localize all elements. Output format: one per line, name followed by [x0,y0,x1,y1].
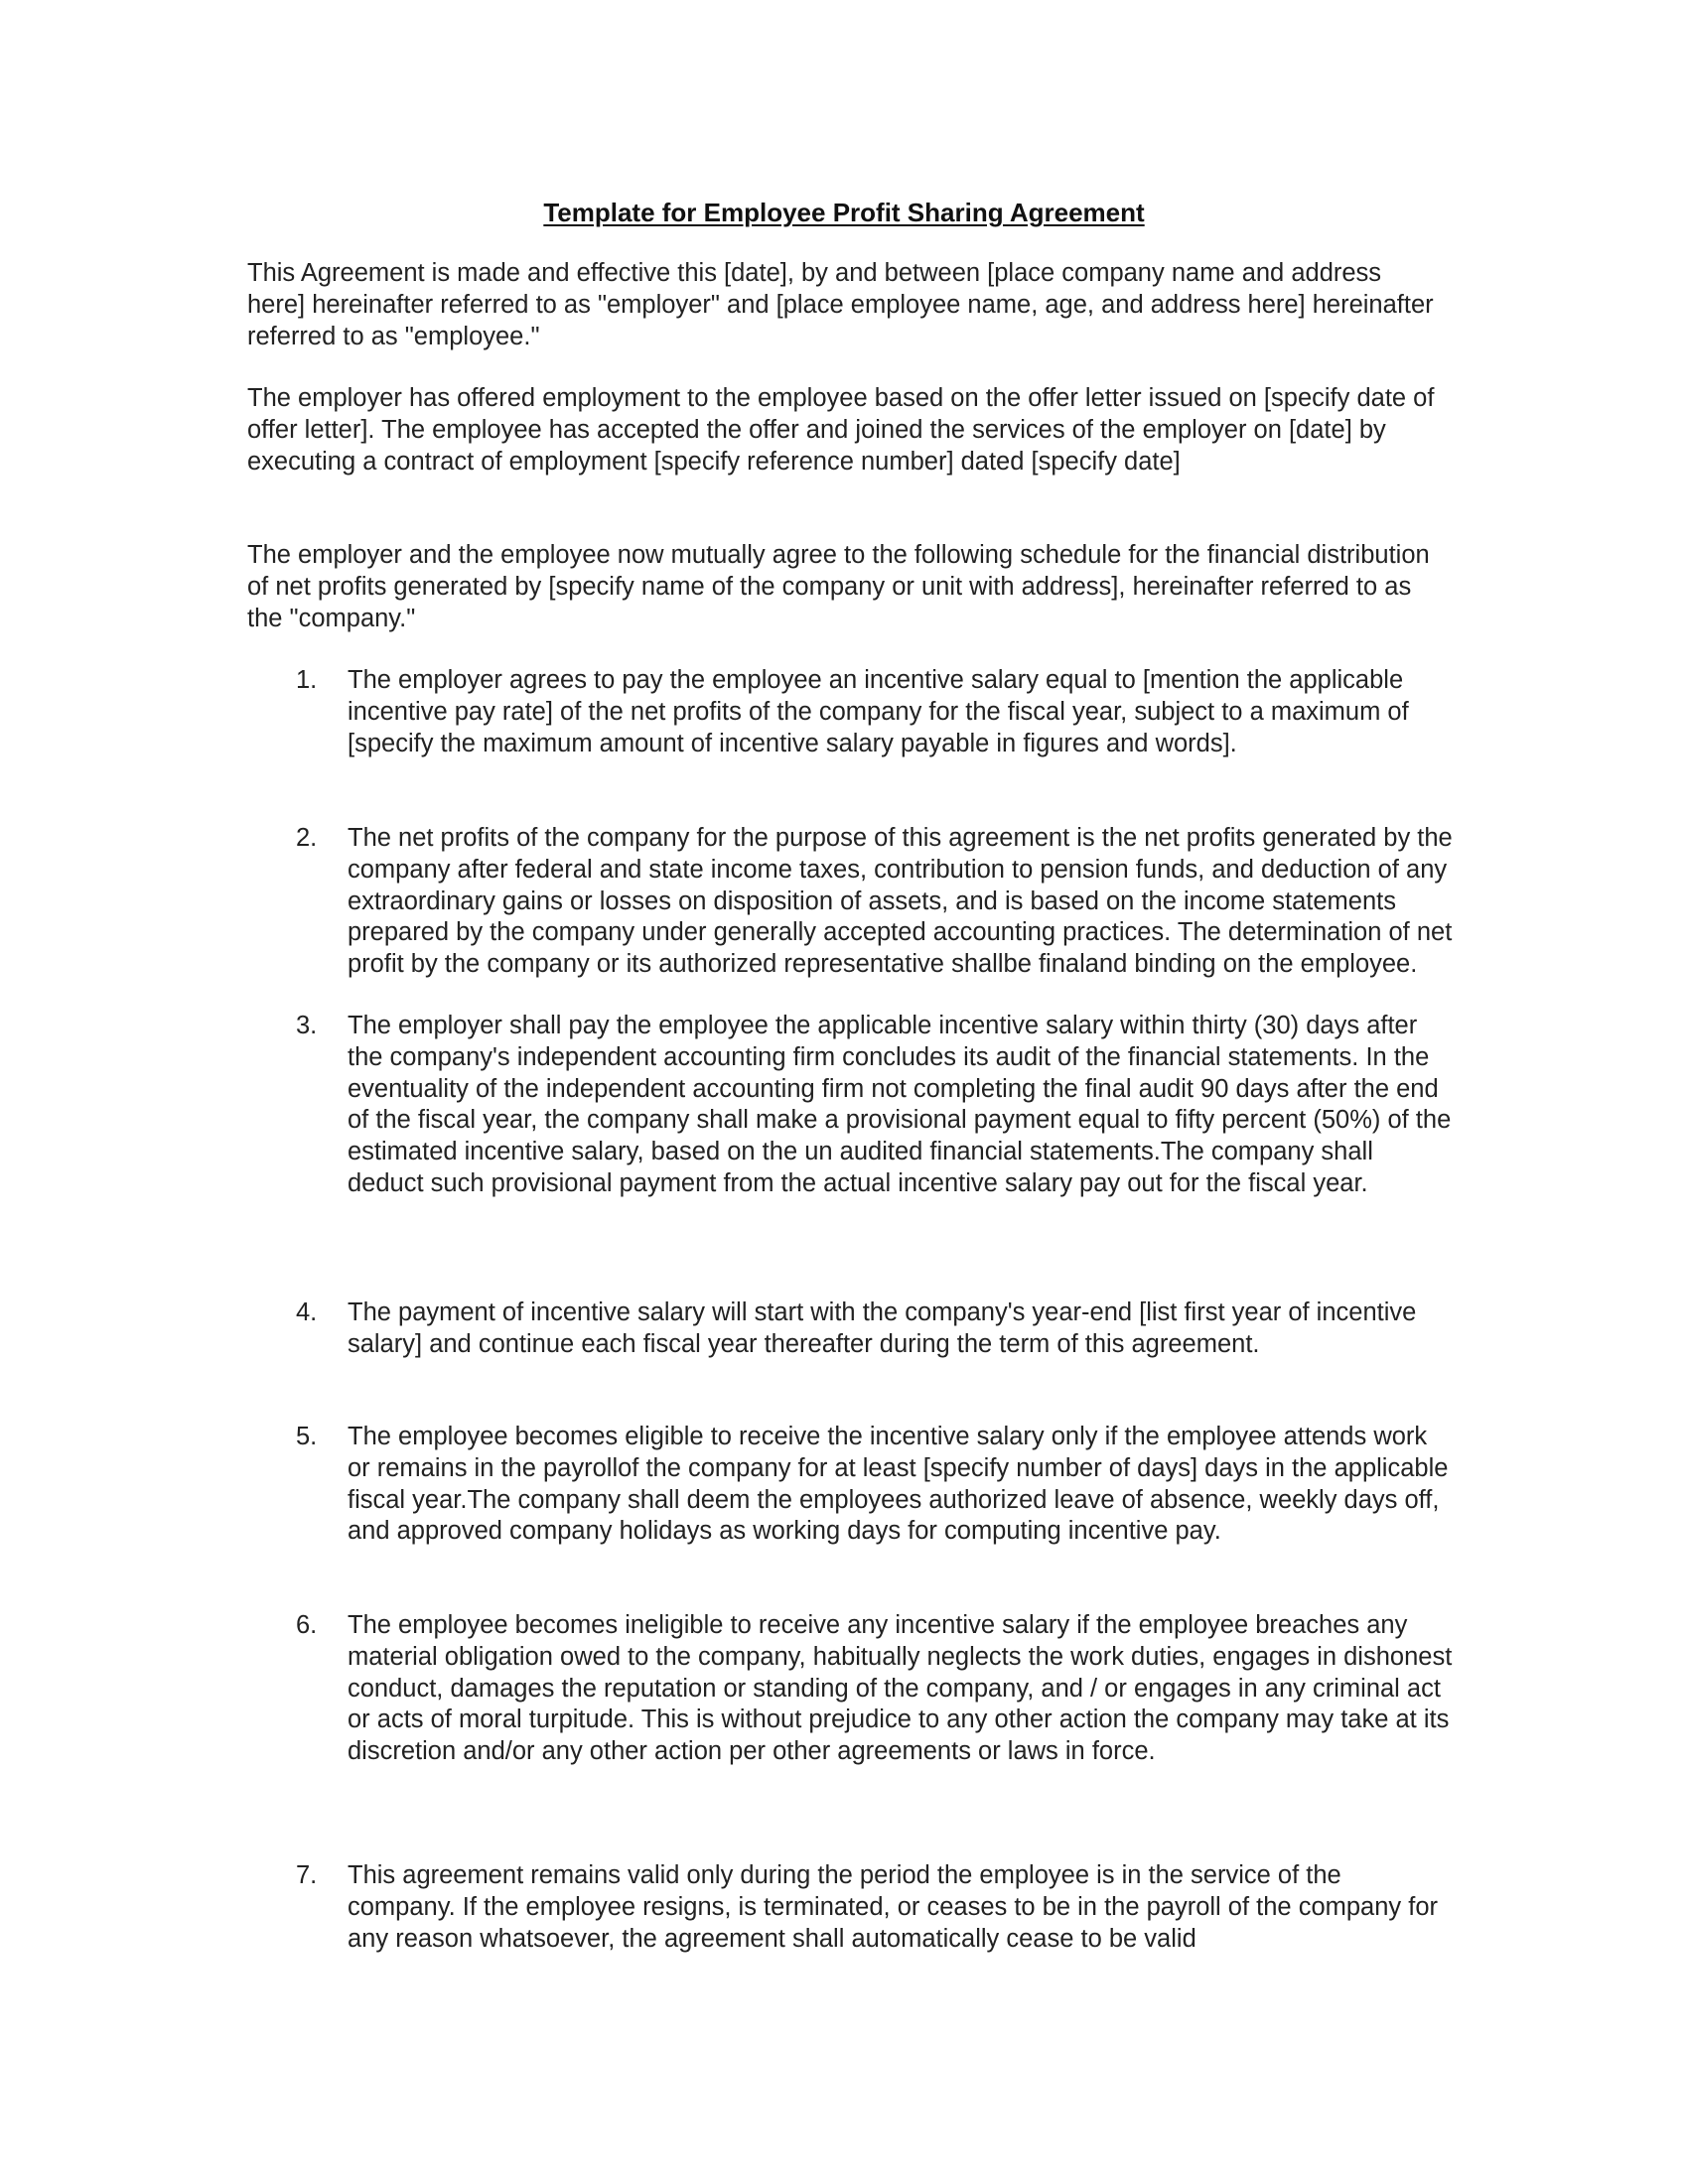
clause-number: 6. [296,1611,318,1639]
agreement-paragraph: The employer and the employee now mutually agree to the following schedule for the financial distribution of net profits generated by [specify name of the company or unit with address], hereinafter referred to as the "company." [247,541,1430,632]
clause-number: 1. [296,666,318,694]
clause-text: The payment of incentive salary will start with the company's year-end [list first year of incentive salary] and continue each fiscal year thereafter during the term of this agreement. [348,1298,1417,1358]
intro-paragraph: This Agreement is made and effective this [date], by and between [place company name and address here] hereinafter referred to as "employer" and [place employee name, age, and address here] hereinafter referred to as "employee." [247,259,1434,350]
clause-text: The employer agrees to pay the employee an incentive salary equal to [mention the applicable incentive pay rate] of the net profits of the company for the fiscal year, subject to a maximum of [specify the maximum amount of incentive salary payable in figures and words]. [348,666,1409,757]
clause-number: 5. [296,1423,318,1450]
clause-text: The employer shall pay the employee the applicable incentive salary within thirty (30) days after the company's independent accounting firm concludes its audit of the financial statements. In the eventuality of the independent accounting firm not completing the final audit 90 days after the end of the fiscal year, the company shall make a provisional payment equal to fifty percent (50%) of the estimated incentive salary, based on the un audited financial statements.The company shall deduct such provisional payment from the actual incentive salary pay out for the fiscal year. [348,1012,1452,1197]
clause-text: The employee becomes ineligible to receive any incentive salary if the employee breaches any material obligation owed to the company, habitually neglects the work duties, engages in dishonest conduct, damages the reputation or standing of the company, and / or engages in any criminal act or acts of moral turpitude. This is without prejudice to any other action the company may take at its discretion and/or any other action per other agreements or laws in force. [348,1611,1453,1766]
clause-number: 3. [296,1012,318,1039]
clause-text: This agreement remains valid only during the period the employee is in the service of the company. If the employee resigns, is terminated, or ceases to be in the payroll of the company for any reason whatsoever, the agreement shall automatically cease to be valid [348,1861,1439,1953]
clause-number: 7. [296,1861,318,1889]
clause-text: The net profits of the company for the purpose of this agreement is the net profits generated by the company after federal and state income taxes, contribution to pension funds, and deduction of any extraordinary gains or losses on disposition of assets, and is based on the income statements prepared by the company under generally accepted accounting practices. The determination of net profit by the company or its authorized representative shallbe finaland binding on the employee. [348,824,1453,979]
clause-text: The employee becomes eligible to receive the incentive salary only if the employee attends work or remains in the payrollof the company for at least [specify number of days] days in the applicable fiscal year.The company shall deem the employees authorized leave of absence, weekly days off, and approved company holidays as working days for computing incentive pay. [348,1423,1449,1546]
clause-number: 2. [296,824,318,852]
employment-paragraph: The employer has offered employment to the employee based on the offer letter issued on [specify date of offer letter]. The employee has accepted the offer and joined the services of the employer on [date] by executing a contract of employment [specify reference number] dated [specify date] [247,384,1435,476]
clause-number: 4. [296,1298,318,1326]
document-title: Template for Employee Profit Sharing Agreement [543,198,1145,227]
